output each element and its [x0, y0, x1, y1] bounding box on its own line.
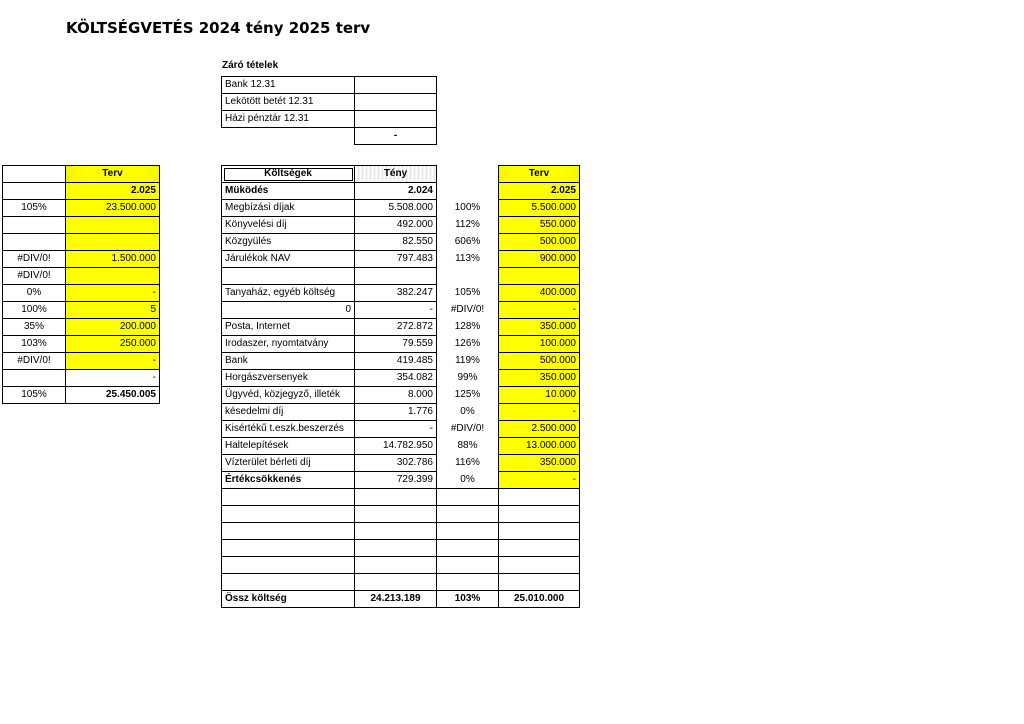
zaro-label-cell[interactable]: Bank 12.31	[222, 77, 355, 94]
cost-pct-cell[interactable]: 105%	[454, 287, 481, 298]
cost-row	[222, 421, 580, 438]
cost-teny-cell[interactable]: 272.872	[355, 319, 437, 336]
empty-teny-cell[interactable]	[355, 523, 437, 540]
empty-label-cell[interactable]	[222, 489, 355, 506]
header-gap-cell[interactable]	[437, 166, 499, 183]
cost-teny-cell[interactable]: -	[355, 421, 437, 438]
header-terv-cell[interactable]: Terv	[499, 166, 580, 183]
cost-label-cell[interactable]: Értékcsökkenés	[222, 472, 355, 489]
cost-teny-cell[interactable]: 79.559	[355, 336, 437, 353]
cost-pct-cell[interactable]: 128%	[454, 321, 481, 332]
left-value-cell[interactable]: -	[66, 285, 160, 302]
left-value-cell[interactable]: -	[66, 370, 160, 387]
zaro-label-cell[interactable]	[222, 128, 355, 145]
header-koltsegek-cell[interactable]: Költségek	[222, 166, 355, 183]
empty-terv-cell[interactable]	[499, 506, 580, 523]
empty-pct-cell[interactable]	[437, 489, 499, 506]
left-pct-cell[interactable]: 35%	[3, 319, 66, 336]
cost-terv-cell[interactable]: 350.000	[499, 370, 580, 387]
left-header-row	[3, 166, 160, 183]
left-row	[3, 285, 160, 302]
empty-pct-cell[interactable]	[437, 523, 499, 540]
empty-label-cell[interactable]	[222, 540, 355, 557]
cost-terv-cell[interactable]: 2.500.000	[499, 421, 580, 438]
cost-teny-cell[interactable]: 729.399	[355, 472, 437, 489]
empty-pct-cell[interactable]	[437, 540, 499, 557]
cost-row	[222, 302, 580, 319]
empty-terv-cell[interactable]	[499, 574, 580, 591]
cost-label-cell[interactable]: 0	[222, 302, 355, 319]
cost-pct-cell[interactable]: 100%	[454, 202, 481, 213]
cost-teny-cell[interactable]: 354.082	[355, 370, 437, 387]
header-teny-cell[interactable]: Tény	[355, 166, 437, 183]
cost-pct-cell[interactable]: 126%	[454, 338, 481, 349]
document-title: KÖLTSÉGVETÉS 2024 tény 2025 terv	[66, 19, 371, 37]
koltsegek-table	[221, 165, 580, 608]
cost-terv-cell[interactable]: 500.000	[499, 353, 580, 370]
cost-row	[222, 336, 580, 353]
cost-terv-cell[interactable]: 550.000	[499, 217, 580, 234]
cost-label-cell[interactable]: Közgyülés	[222, 234, 355, 251]
left-row	[3, 217, 160, 234]
cost-terv-cell[interactable]: 900.000	[499, 251, 580, 268]
left-row	[3, 353, 160, 370]
empty-teny-cell[interactable]	[355, 557, 437, 574]
left-row	[3, 200, 160, 217]
left-value-cell[interactable]	[66, 268, 160, 285]
left-pct-cell[interactable]: 105%	[3, 387, 66, 404]
zaro-row	[222, 94, 437, 111]
total-pct-cell[interactable]: 103%	[437, 591, 499, 608]
cost-teny-cell[interactable]: 82.550	[355, 234, 437, 251]
subheader-label-cell[interactable]: Müködés	[222, 183, 355, 200]
total-terv-cell[interactable]: 25.010.000	[499, 591, 580, 608]
empty-label-cell[interactable]	[222, 523, 355, 540]
left-value-cell[interactable]: 1.500.000	[66, 251, 160, 268]
empty-pct-cell[interactable]	[437, 574, 499, 591]
main-subheader-row	[222, 183, 580, 200]
cost-label-cell[interactable]: Megbízási díjak	[222, 200, 355, 217]
cost-pct-cell[interactable]: 99%	[457, 372, 478, 383]
main-header-row	[222, 166, 580, 183]
cost-teny-cell[interactable]: 797.483	[355, 251, 437, 268]
cost-label-cell[interactable]: Járulékok NAV	[222, 251, 355, 268]
cost-label-cell[interactable]: Posta, Internet	[222, 319, 355, 336]
cost-terv-cell[interactable]: 500.000	[499, 234, 580, 251]
cost-pct-cell[interactable]: 116%	[455, 457, 480, 468]
left-row	[3, 336, 160, 353]
left-pct-cell[interactable]: #DIV/0!	[3, 353, 66, 370]
cost-terv-cell[interactable]: 10.000	[499, 387, 580, 404]
zaro-value-cell[interactable]	[355, 94, 437, 111]
cost-teny-cell[interactable]	[355, 268, 437, 285]
zaro-label-cell[interactable]: Házi pénztár 12.31	[222, 111, 355, 128]
empty-teny-cell[interactable]	[355, 506, 437, 523]
left-pct-cell[interactable]: #DIV/0!	[3, 268, 66, 285]
cost-pct-cell[interactable]: #DIV/0!	[450, 304, 485, 315]
left-year-blank-cell[interactable]	[3, 183, 66, 200]
cost-terv-cell[interactable]: -	[499, 302, 580, 319]
cost-label-cell[interactable]: késedelmi díj	[222, 404, 355, 421]
cost-pct-cell[interactable]	[437, 268, 499, 285]
left-pct-cell[interactable]: 105%	[3, 200, 66, 217]
cost-row	[222, 353, 580, 370]
empty-pct-cell[interactable]	[437, 557, 499, 574]
left-pct-cell[interactable]	[3, 370, 66, 387]
left-pct-cell[interactable]: #DIV/0!	[3, 251, 66, 268]
left-header-blank-cell[interactable]	[3, 166, 66, 183]
cost-teny-cell[interactable]: 14.782.950	[355, 438, 437, 455]
cost-terv-cell[interactable]: 400.000	[499, 285, 580, 302]
cost-row	[222, 472, 580, 489]
cost-label-cell[interactable]	[222, 268, 355, 285]
empty-terv-cell[interactable]	[499, 489, 580, 506]
cost-pct-cell[interactable]: 113%	[455, 253, 480, 264]
left-row	[3, 268, 160, 285]
zaro-row	[222, 77, 437, 94]
left-row	[3, 302, 160, 319]
zaro-value-cell[interactable]	[355, 77, 437, 94]
cost-pct-cell[interactable]: 0%	[460, 473, 475, 485]
cost-terv-cell[interactable]: 5.500.000	[499, 200, 580, 217]
left-value-cell[interactable]: 25.450.005	[66, 387, 160, 404]
cost-terv-cell[interactable]: -	[499, 472, 580, 489]
left-pct-cell[interactable]	[3, 234, 66, 251]
left-year-row	[3, 183, 160, 200]
empty-terv-cell[interactable]	[499, 540, 580, 557]
cost-row	[222, 285, 580, 302]
cost-label-cell[interactable]: Kisértékű t.eszk.beszerzés	[222, 421, 355, 438]
cost-pct-cell[interactable]: 88%	[457, 440, 478, 451]
zaro-row	[222, 111, 437, 128]
cost-row	[222, 455, 580, 472]
cost-row	[222, 387, 580, 404]
left-value-cell[interactable]: 23.500.000	[66, 200, 160, 217]
left-year-cell[interactable]: 2.025	[66, 183, 160, 200]
left-value-cell[interactable]	[66, 217, 160, 234]
empty-teny-cell[interactable]	[355, 489, 437, 506]
cost-terv-cell[interactable]: 13.000.000	[499, 438, 580, 455]
cost-terv-cell[interactable]: 100.000	[499, 336, 580, 353]
cost-label-cell[interactable]: Tanyaház, egyéb költség	[222, 285, 355, 302]
cost-teny-cell[interactable]: 302.786	[355, 455, 437, 472]
left-value-cell[interactable]: 250.000	[66, 336, 160, 353]
cost-teny-cell[interactable]: 419.485	[355, 353, 437, 370]
cost-label-cell[interactable]: Ügyvéd, közjegyző, illeték	[222, 387, 355, 404]
subheader-terv-cell[interactable]: 2.025	[499, 183, 580, 200]
cost-terv-cell[interactable]: 350.000	[499, 455, 580, 472]
empty-teny-cell[interactable]	[355, 574, 437, 591]
zaro-value-cell[interactable]	[355, 111, 437, 128]
cost-pct-cell[interactable]: 119%	[455, 355, 480, 366]
left-row	[3, 319, 160, 336]
empty-row	[222, 523, 580, 540]
cost-row	[222, 370, 580, 387]
empty-row	[222, 574, 580, 591]
left-row	[3, 251, 160, 268]
left-row	[3, 234, 160, 251]
empty-row	[222, 506, 580, 523]
cost-row	[222, 404, 580, 421]
left-value-cell[interactable]: -	[66, 353, 160, 370]
left-row	[3, 387, 160, 404]
empty-label-cell[interactable]	[222, 574, 355, 591]
cost-label-cell[interactable]: Bank	[222, 353, 355, 370]
left-value-cell[interactable]: 200.000	[66, 319, 160, 336]
cost-label-cell[interactable]: Vízterület bérleti díj	[222, 455, 355, 472]
cost-row	[222, 251, 580, 268]
left-pct-cell[interactable]	[3, 217, 66, 234]
cost-row	[222, 234, 580, 251]
empty-pct-cell[interactable]	[437, 506, 499, 523]
empty-terv-cell[interactable]	[499, 523, 580, 540]
left-pct-cell[interactable]: 103%	[3, 336, 66, 353]
cost-terv-cell[interactable]: -	[499, 404, 580, 421]
cost-row	[222, 438, 580, 455]
empty-label-cell[interactable]	[222, 557, 355, 574]
left-row	[3, 370, 160, 387]
cost-row	[222, 200, 580, 217]
empty-row	[222, 540, 580, 557]
cost-teny-cell[interactable]: 8.000	[355, 387, 437, 404]
left-terv-table	[2, 165, 160, 404]
cost-teny-cell[interactable]: 382.247	[355, 285, 437, 302]
cost-terv-cell[interactable]: 350.000	[499, 319, 580, 336]
cost-label-cell[interactable]: Irodaszer, nyomtatvány	[222, 336, 355, 353]
cost-label-cell[interactable]: Horgászversenyek	[222, 370, 355, 387]
left-pct-cell[interactable]: 0%	[3, 285, 66, 302]
cost-label-cell[interactable]: Haltelepítések	[222, 438, 355, 455]
left-value-cell[interactable]: 5	[66, 302, 160, 319]
cost-row	[222, 268, 580, 285]
zaro-tetelek-table	[221, 76, 437, 145]
total-row	[222, 591, 580, 608]
cost-pct-cell[interactable]: 606%	[454, 236, 481, 247]
cost-teny-cell[interactable]: 492.000	[355, 217, 437, 234]
cost-teny-cell[interactable]: 1.776	[355, 404, 437, 421]
cost-pct-cell[interactable]: #DIV/0!	[450, 423, 485, 434]
total-teny-cell[interactable]: 24.213.189	[355, 591, 437, 608]
empty-row	[222, 557, 580, 574]
cost-teny-cell[interactable]: 5.508.000	[355, 200, 437, 217]
empty-terv-cell[interactable]	[499, 557, 580, 574]
cost-teny-cell[interactable]: -	[355, 302, 437, 319]
cost-row	[222, 217, 580, 234]
cost-label-cell[interactable]: Könyvelési díj	[222, 217, 355, 234]
empty-row	[222, 489, 580, 506]
cost-row	[222, 319, 580, 336]
cost-terv-cell[interactable]	[499, 268, 580, 285]
zaro-row	[222, 128, 437, 145]
left-value-cell[interactable]	[66, 234, 160, 251]
cost-pct-cell[interactable]: 112%	[455, 219, 480, 230]
left-header-terv-cell[interactable]: Terv	[66, 166, 160, 183]
subheader-teny-cell[interactable]: 2.024	[355, 183, 437, 200]
zaro-label-cell[interactable]: Lekötött betét 12.31	[222, 94, 355, 111]
zaro-tetelek-title: Záró tételek	[222, 60, 279, 71]
cost-pct-cell[interactable]: 125%	[454, 389, 481, 400]
total-label-cell[interactable]: Össz költség	[222, 591, 355, 608]
empty-label-cell[interactable]	[222, 506, 355, 523]
left-pct-cell[interactable]: 100%	[3, 302, 66, 319]
zaro-value-cell[interactable]: -	[355, 128, 437, 145]
subheader-gap-cell[interactable]	[437, 183, 499, 200]
empty-teny-cell[interactable]	[355, 540, 437, 557]
cost-pct-cell[interactable]: 0%	[460, 406, 475, 417]
